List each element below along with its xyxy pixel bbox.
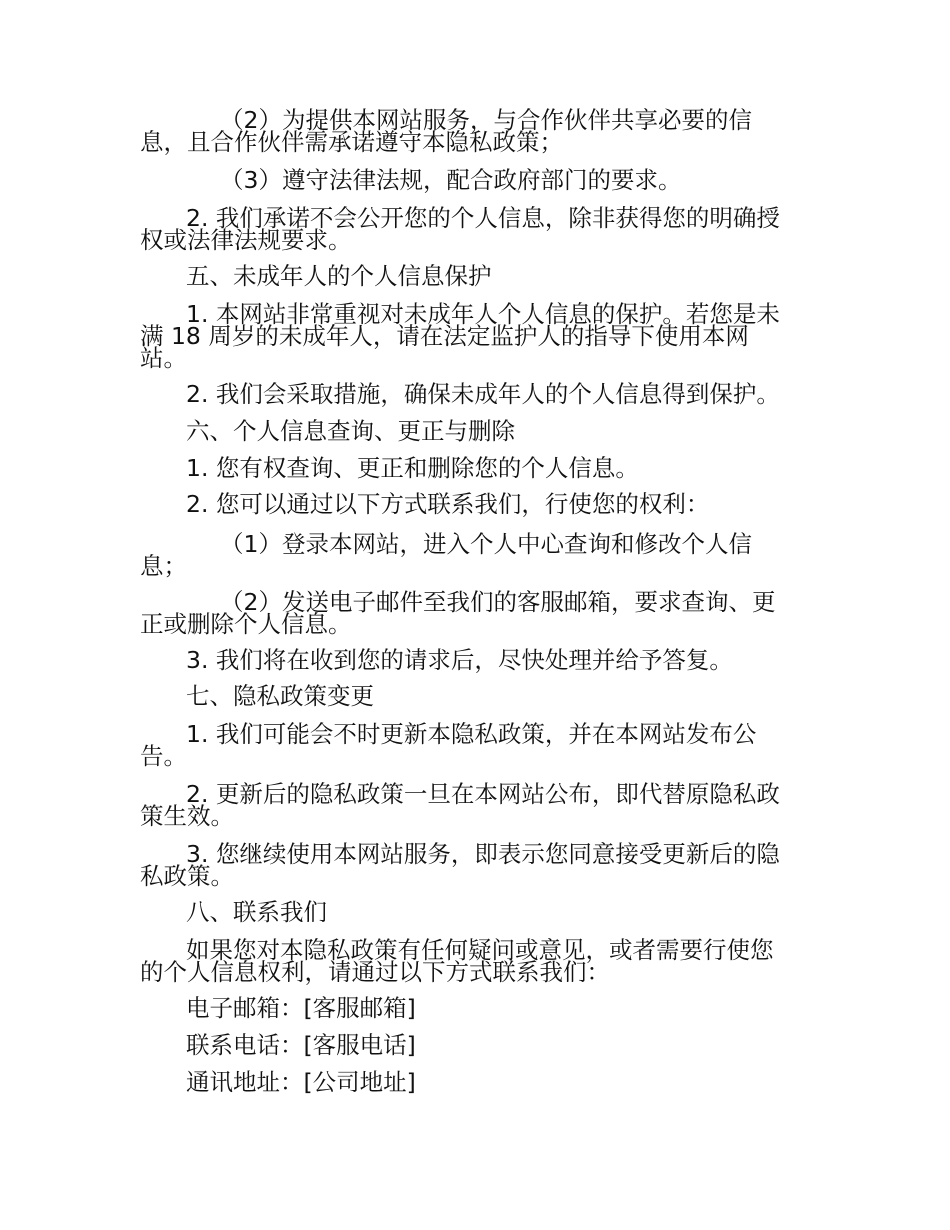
section-heading: 八、联系我们	[186, 898, 327, 926]
contact-address: 通讯地址：[公司地址]	[186, 1068, 416, 1096]
paragraph-line: 3. 您继续使用本网站服务，即表示您同意接受更新后的隐	[186, 840, 780, 868]
contact-phone: 联系电话：[客服电话]	[186, 1031, 416, 1059]
paragraph-line: 1. 我们可能会不时更新本隐私政策，并在本网站发布公	[186, 720, 757, 748]
paragraph-line: （1）登录本网站，进入个人中心查询和修改个人信	[220, 530, 752, 558]
paragraph-line: 正或删除个人信息。	[140, 610, 352, 638]
paragraph-line: 权或法律法规要求。	[140, 226, 352, 254]
paragraph-line: 息，且合作伙伴需承诺遵守本隐私政策；	[140, 128, 563, 156]
paragraph-line: 的个人信息权利，请通过以下方式联系我们：	[140, 958, 610, 986]
paragraph-line: （3）遵守法律法规，配合政府部门的要求。	[220, 166, 682, 194]
paragraph-line: 1. 本网站非常重视对未成年人个人信息的保护。若您是未	[186, 300, 780, 328]
section-heading: 七、隐私政策变更	[186, 682, 374, 710]
contact-email: 电子邮箱：[客服邮箱]	[186, 994, 416, 1022]
section-heading: 五、未成年人的个人信息保护	[186, 262, 492, 290]
paragraph-line: 私政策。	[140, 862, 234, 890]
paragraph-line: 策生效。	[140, 802, 234, 830]
paragraph-line: 告。	[140, 742, 187, 770]
paragraph-line: （2）发送电子邮件至我们的客服邮箱，要求查询、更	[220, 588, 776, 616]
paragraph-line: 站。	[140, 344, 187, 372]
section-heading: 六、个人信息查询、更正与删除	[186, 417, 515, 445]
paragraph-line: 2. 您可以通过以下方式联系我们，行使您的权利：	[186, 490, 710, 518]
paragraph-line: （2）为提供本网站服务，与合作伙伴共享必要的信	[220, 106, 752, 134]
paragraph-line: 如果您对本隐私政策有任何疑问或意见，或者需要行使您	[186, 936, 774, 964]
paragraph-line: 2. 更新后的隐私政策一旦在本网站公布，即代替原隐私政	[186, 780, 780, 808]
paragraph-line: 2. 我们会采取措施，确保未成年人的个人信息得到保护。	[186, 380, 780, 408]
paragraph-line: 2. 我们承诺不会公开您的个人信息，除非获得您的明确授	[186, 204, 780, 232]
paragraph-line: 满 18 周岁的未成年人，请在法定监护人的指导下使用本网	[140, 322, 749, 350]
paragraph-line: 3. 我们将在收到您的请求后，尽快处理并给予答复。	[186, 646, 733, 674]
paragraph-line: 息；	[140, 552, 187, 580]
paragraph-line: 1. 您有权查询、更正和删除您的个人信息。	[186, 454, 639, 482]
